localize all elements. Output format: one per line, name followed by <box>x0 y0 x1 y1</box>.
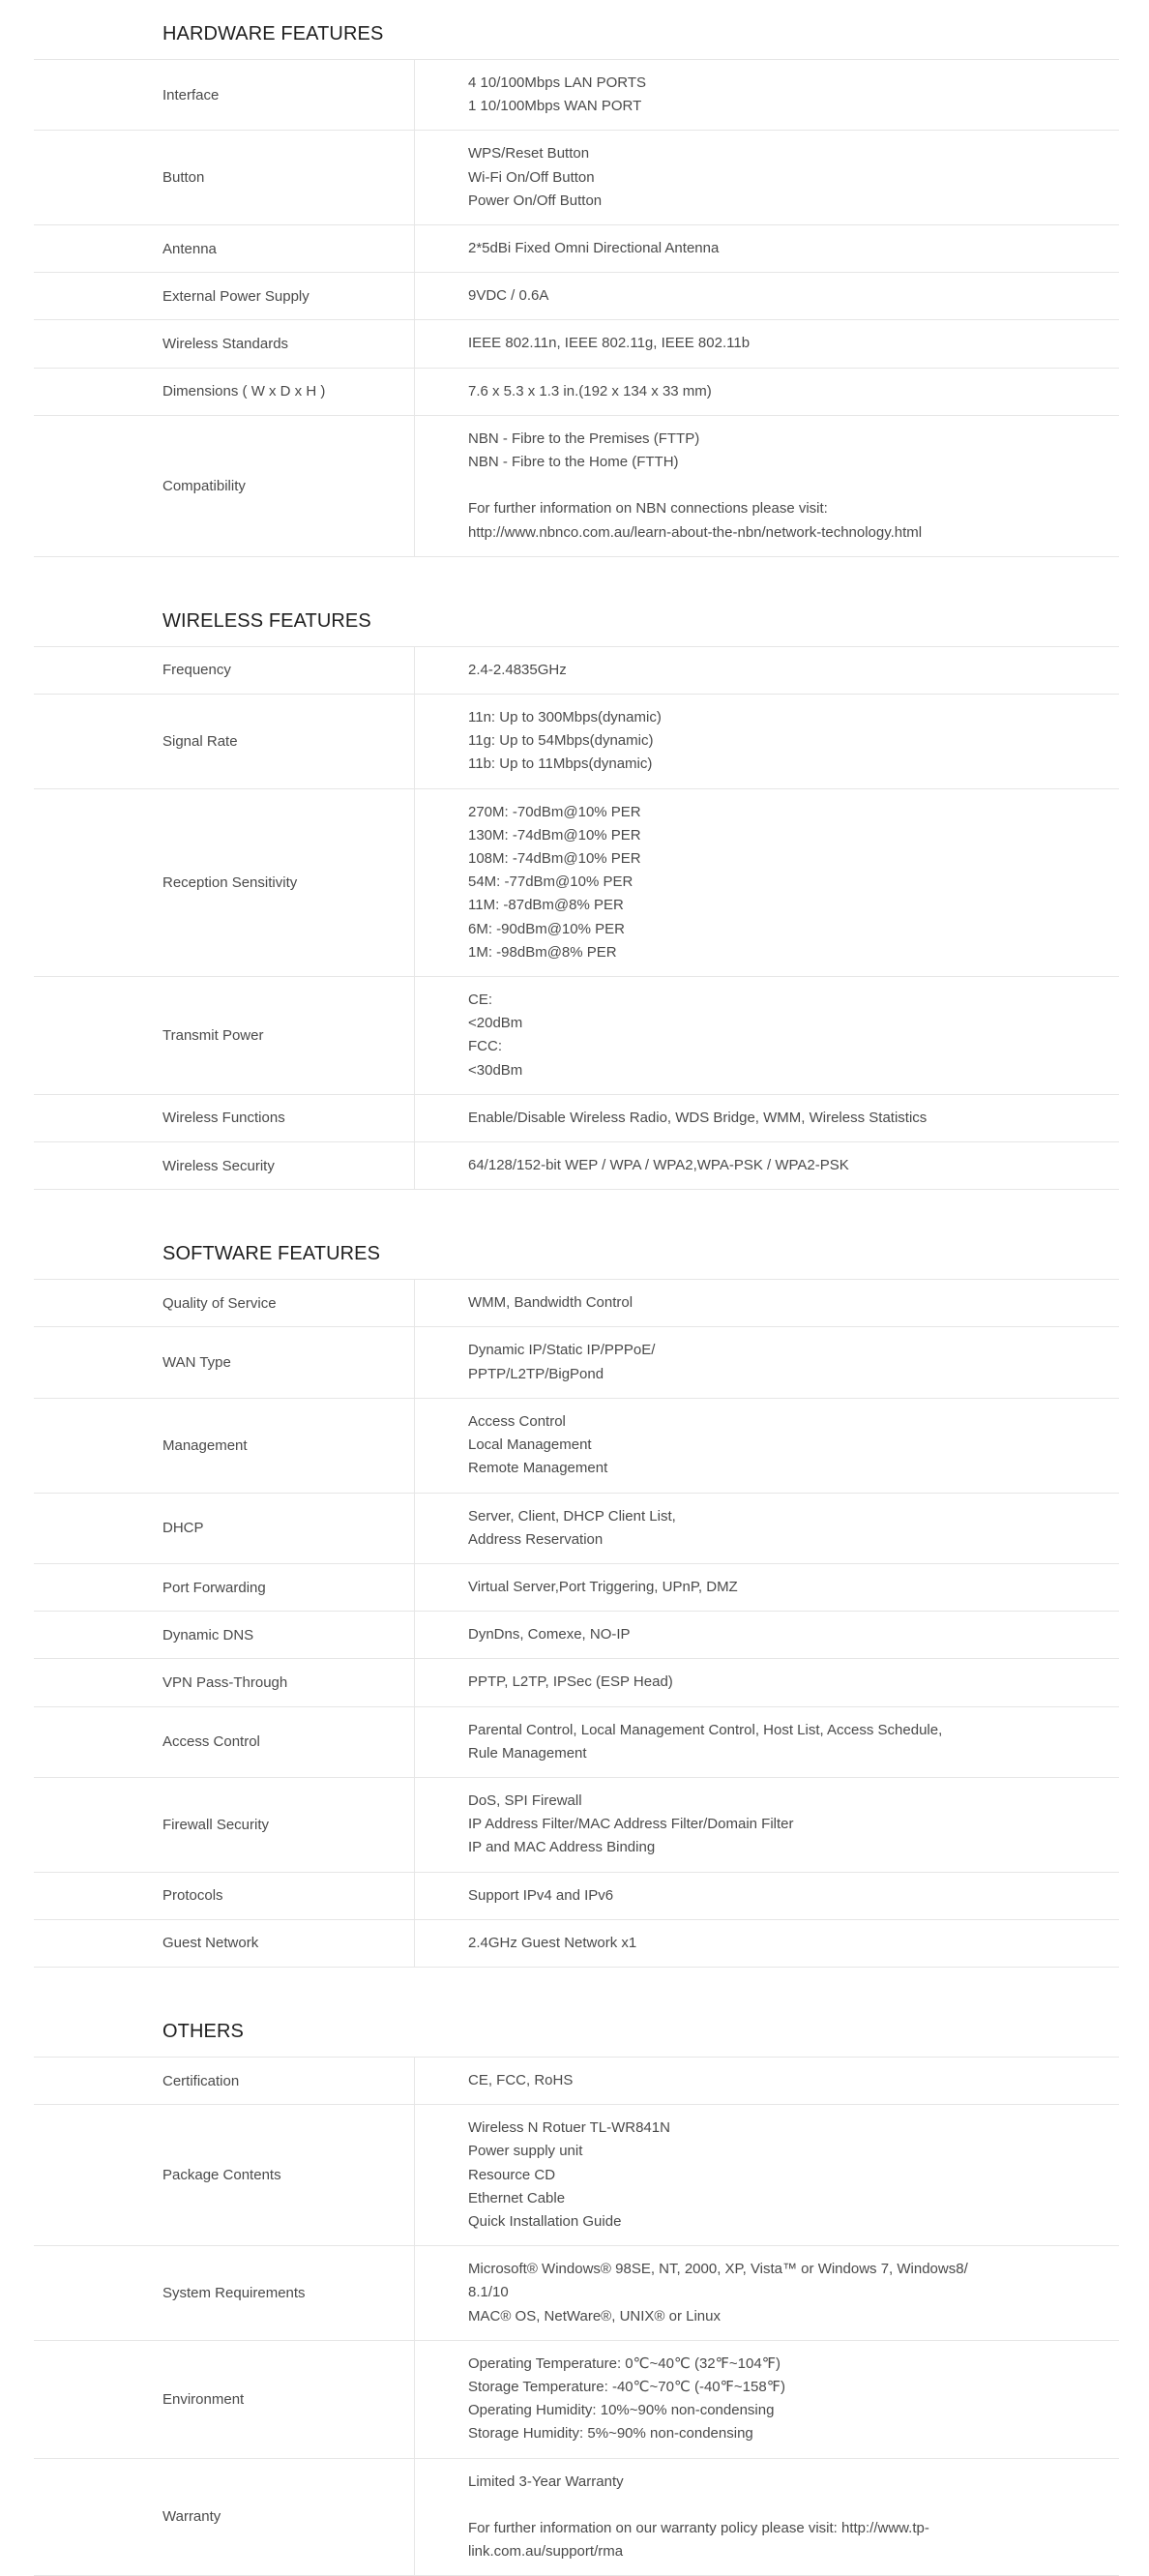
spec-value-line: 11b: Up to 11Mbps(dynamic) <box>468 755 653 773</box>
spec-value <box>415 1707 1119 1777</box>
spec-value-line: WPS/Reset Button <box>468 145 590 163</box>
spec-value-line: Parental Control, Local Management Control, Host List, Access Schedule, <box>468 1721 943 1738</box>
spec-value-line: Rule Management <box>468 1744 587 1762</box>
spec-row <box>34 1095 1119 1142</box>
spec-value-line: 108M: -74dBm@10% PER <box>468 850 641 868</box>
spec-value-line: 130M: -74dBm@10% PER <box>468 826 641 844</box>
spec-value-line: 1M: -98dBm@8% PER <box>468 943 617 961</box>
spec-label: Wireless Security <box>34 1142 415 1189</box>
spec-value <box>415 1659 1119 1705</box>
spec-value-line: DynDns, Comexe, NO-IP <box>468 1626 631 1643</box>
spec-value-line: Local Management <box>468 1436 592 1454</box>
spec-value-line: Virtual Server,Port Triggering, UPnP, DMZ <box>468 1578 738 1595</box>
spec-label: Warranty <box>34 2459 415 2576</box>
spec-label: VPN Pass-Through <box>34 1659 415 1705</box>
spec-value-line: Ethernet Cable <box>468 2189 566 2206</box>
spec-value <box>415 1564 1119 1611</box>
spec-value <box>415 1327 1119 1397</box>
spec-value <box>415 131 1119 224</box>
spec-value <box>415 1142 1119 1189</box>
spec-label: Compatibility <box>34 416 415 556</box>
spec-value <box>415 647 1119 694</box>
section-title: WIRELESS FEATURES <box>162 609 371 632</box>
spec-value-line: PPTP, L2TP, IPSec (ESP Head) <box>468 1673 673 1691</box>
spec-value-line: CE: <box>468 992 493 1009</box>
spec-section <box>0 1227 1149 1968</box>
spec-value-line: DoS, SPI Firewall <box>468 1791 582 1809</box>
spec-label: Signal Rate <box>34 695 415 788</box>
spec-label: Quality of Service <box>34 1280 415 1326</box>
spec-label: Protocols <box>34 1873 415 1919</box>
spec-value <box>415 1920 1119 1967</box>
spec-row <box>34 1327 1119 1398</box>
spec-row <box>34 225 1119 273</box>
spec-value-line <box>468 2494 1100 2517</box>
spec-value <box>415 2105 1119 2245</box>
spec-value-line: <30dBm <box>468 1061 523 1079</box>
spec-value-line: Storage Humidity: 5%~90% non-condensing <box>468 2425 753 2443</box>
spec-label: Firewall Security <box>34 1778 415 1872</box>
spec-value-line: Support IPv4 and IPv6 <box>468 1886 614 1904</box>
spec-value <box>415 369 1119 415</box>
spec-value-line: 64/128/152-bit WEP / WPA / WPA2,WPA-PSK / WPA2-PSK <box>468 1157 849 1174</box>
spec-row <box>34 320 1119 368</box>
spec-row <box>34 369 1119 416</box>
spec-label: External Power Supply <box>34 273 415 319</box>
spec-value-line: Operating Temperature: 0℃~40℃ (32℉~104℉) <box>468 2354 781 2372</box>
spec-value-line: 9VDC / 0.6A <box>468 287 549 305</box>
spec-value-line: MAC® OS, NetWare®, UNIX® or Linux <box>468 2307 721 2324</box>
spec-label: Package Contents <box>34 2105 415 2245</box>
spec-value-line: Server, Client, DHCP Client List, <box>468 1507 676 1525</box>
spec-value <box>415 977 1119 1094</box>
spec-value-line: <20dBm <box>468 1015 523 1032</box>
spec-value-line: CE, FCC, RoHS <box>468 2071 574 2088</box>
spec-label: Dimensions ( W x D x H ) <box>34 369 415 415</box>
spec-value <box>415 789 1119 976</box>
spec-label: Management <box>34 1399 415 1493</box>
spec-value-line: FCC: <box>468 1038 502 1055</box>
spec-value <box>415 1612 1119 1658</box>
spec-value <box>415 1280 1119 1326</box>
spec-value-line: Resource CD <box>468 2166 556 2183</box>
spec-value-line: Microsoft® Windows® 98SE, NT, 2000, XP, Vista™ or Windows 7, Windows8/ <box>468 2261 968 2278</box>
spec-row <box>34 1659 1119 1706</box>
spec-value <box>415 416 1119 556</box>
spec-label: Wireless Functions <box>34 1095 415 1141</box>
spec-row <box>34 1778 1119 1873</box>
spec-value-line: Access Control <box>468 1412 566 1430</box>
spec-section <box>0 2004 1149 2576</box>
spec-row <box>34 2105 1119 2246</box>
spec-value-line: Wireless N Rotuer TL-WR841N <box>468 2119 670 2137</box>
spec-row <box>34 647 1119 695</box>
spec-label: Interface <box>34 60 415 130</box>
spec-value-line: NBN - Fibre to the Home (FTTH) <box>468 454 679 471</box>
spec-value-line: 2.4GHz Guest Network x1 <box>468 1934 637 1951</box>
spec-section <box>0 8 1149 557</box>
spec-value-line: 11n: Up to 300Mbps(dynamic) <box>468 709 662 726</box>
spec-value-line: IP Address Filter/MAC Address Filter/Domain Filter <box>468 1816 794 1833</box>
spec-label: Frequency <box>34 647 415 694</box>
spec-value <box>415 2341 1119 2458</box>
spec-row <box>34 416 1119 557</box>
spec-value-line: link.com.au/support/rma <box>468 2543 624 2561</box>
spec-value-line <box>468 474 1100 497</box>
spec-value <box>415 1873 1119 1919</box>
spec-label: System Requirements <box>34 2246 415 2340</box>
spec-value-line: Dynamic IP/Static IP/PPPoE/ <box>468 1342 656 1359</box>
spec-row <box>34 1920 1119 1968</box>
spec-value-line: NBN - Fibre to the Premises (FTTP) <box>468 429 700 447</box>
section-title: OTHERS <box>162 2020 244 2042</box>
spec-value-line: Wi-Fi On/Off Button <box>468 168 595 186</box>
spec-row <box>34 131 1119 225</box>
spec-value-line: 8.1/10 <box>468 2284 509 2301</box>
spec-value <box>415 2459 1119 2576</box>
spec-row <box>34 2459 1119 2576</box>
spec-value-line: 11g: Up to 54Mbps(dynamic) <box>468 732 654 750</box>
spec-table <box>34 1279 1119 1968</box>
spec-label: Environment <box>34 2341 415 2458</box>
section-title: HARDWARE FEATURES <box>162 23 384 44</box>
spec-row <box>34 273 1119 320</box>
spec-value-line: 11M: -87dBm@8% PER <box>468 897 624 914</box>
spec-value-line: 7.6 x 5.3 x 1.3 in.(192 x 134 x 33 mm) <box>468 382 712 400</box>
section-title: SOFTWARE FEATURES <box>162 1243 381 1265</box>
spec-label: Certification <box>34 2058 415 2104</box>
spec-value-line: Power supply unit <box>468 2143 583 2160</box>
spec-label: Guest Network <box>34 1920 415 1967</box>
spec-row <box>34 695 1119 789</box>
spec-row <box>34 60 1119 131</box>
spec-row <box>34 977 1119 1095</box>
spec-value <box>415 273 1119 319</box>
spec-value-line: Power On/Off Button <box>468 192 603 209</box>
spec-label: Dynamic DNS <box>34 1612 415 1658</box>
spec-row <box>34 1399 1119 1494</box>
spec-label: DHCP <box>34 1494 415 1563</box>
spec-row <box>34 1873 1119 1920</box>
spec-value <box>415 225 1119 272</box>
spec-label: Antenna <box>34 225 415 272</box>
spec-value-line: 2*5dBi Fixed Omni Directional Antenna <box>468 240 720 257</box>
spec-row <box>34 1280 1119 1327</box>
spec-value-line: Operating Humidity: 10%~90% non-condensing <box>468 2402 775 2419</box>
spec-row <box>34 2058 1119 2105</box>
spec-label: WAN Type <box>34 1327 415 1397</box>
spec-value-line: http://www.nbnco.com.au/learn-about-the-nbn/network-technology.html <box>468 523 923 541</box>
spec-table <box>34 2057 1119 2576</box>
spec-value <box>415 1778 1119 1872</box>
spec-value-line: Storage Temperature: -40℃~70℃ (-40℉~158℉) <box>468 2378 785 2395</box>
spec-value-line: For further information on NBN connections please visit: <box>468 500 828 518</box>
spec-value <box>415 320 1119 367</box>
spec-value-line: 270M: -70dBm@10% PER <box>468 803 641 820</box>
spec-value-line: 4 10/100Mbps LAN PORTS <box>468 74 646 91</box>
spec-label: Port Forwarding <box>34 1564 415 1611</box>
spec-value-line: 6M: -90dBm@10% PER <box>468 920 625 937</box>
spec-value <box>415 695 1119 788</box>
spec-value-line: 54M: -77dBm@10% PER <box>468 873 633 891</box>
spec-table <box>34 646 1119 1190</box>
spec-label: Access Control <box>34 1707 415 1777</box>
spec-row <box>34 1612 1119 1659</box>
spec-row <box>34 1564 1119 1612</box>
spec-value <box>415 1095 1119 1141</box>
spec-label: Transmit Power <box>34 977 415 1094</box>
spec-value-line: WMM, Bandwidth Control <box>468 1294 633 1312</box>
spec-value-line: Remote Management <box>468 1460 608 1477</box>
spec-row <box>34 1707 1119 1778</box>
spec-label: Wireless Standards <box>34 320 415 367</box>
spec-value <box>415 2058 1119 2104</box>
spec-row <box>34 789 1119 977</box>
spec-row <box>34 2246 1119 2341</box>
spec-row <box>34 1142 1119 1190</box>
spec-value-line: For further information on our warranty policy please visit: http://www.tp- <box>468 2519 929 2536</box>
spec-value-line: Limited 3-Year Warranty <box>468 2472 624 2490</box>
spec-table <box>34 59 1119 557</box>
spec-value-line: 1 10/100Mbps WAN PORT <box>468 98 642 115</box>
spec-value <box>415 2246 1119 2340</box>
spec-value-line: Enable/Disable Wireless Radio, WDS Bridge, WMM, Wireless Statistics <box>468 1109 928 1126</box>
spec-row <box>34 2341 1119 2459</box>
spec-row <box>34 1494 1119 1564</box>
spec-value <box>415 60 1119 130</box>
spec-value-line: Address Reservation <box>468 1530 604 1548</box>
spec-value <box>415 1399 1119 1493</box>
spec-value-line: PPTP/L2TP/BigPond <box>468 1365 604 1382</box>
spec-value <box>415 1494 1119 1563</box>
spec-value-line: IP and MAC Address Binding <box>468 1839 656 1856</box>
spec-label: Reception Sensitivity <box>34 789 415 976</box>
spec-value-line: 2.4-2.4835GHz <box>468 661 567 678</box>
spec-value-line: IEEE 802.11n, IEEE 802.11g, IEEE 802.11b <box>468 335 751 352</box>
spec-value-line: Quick Installation Guide <box>468 2212 622 2230</box>
spec-label: Button <box>34 131 415 224</box>
spec-section <box>0 594 1149 1190</box>
